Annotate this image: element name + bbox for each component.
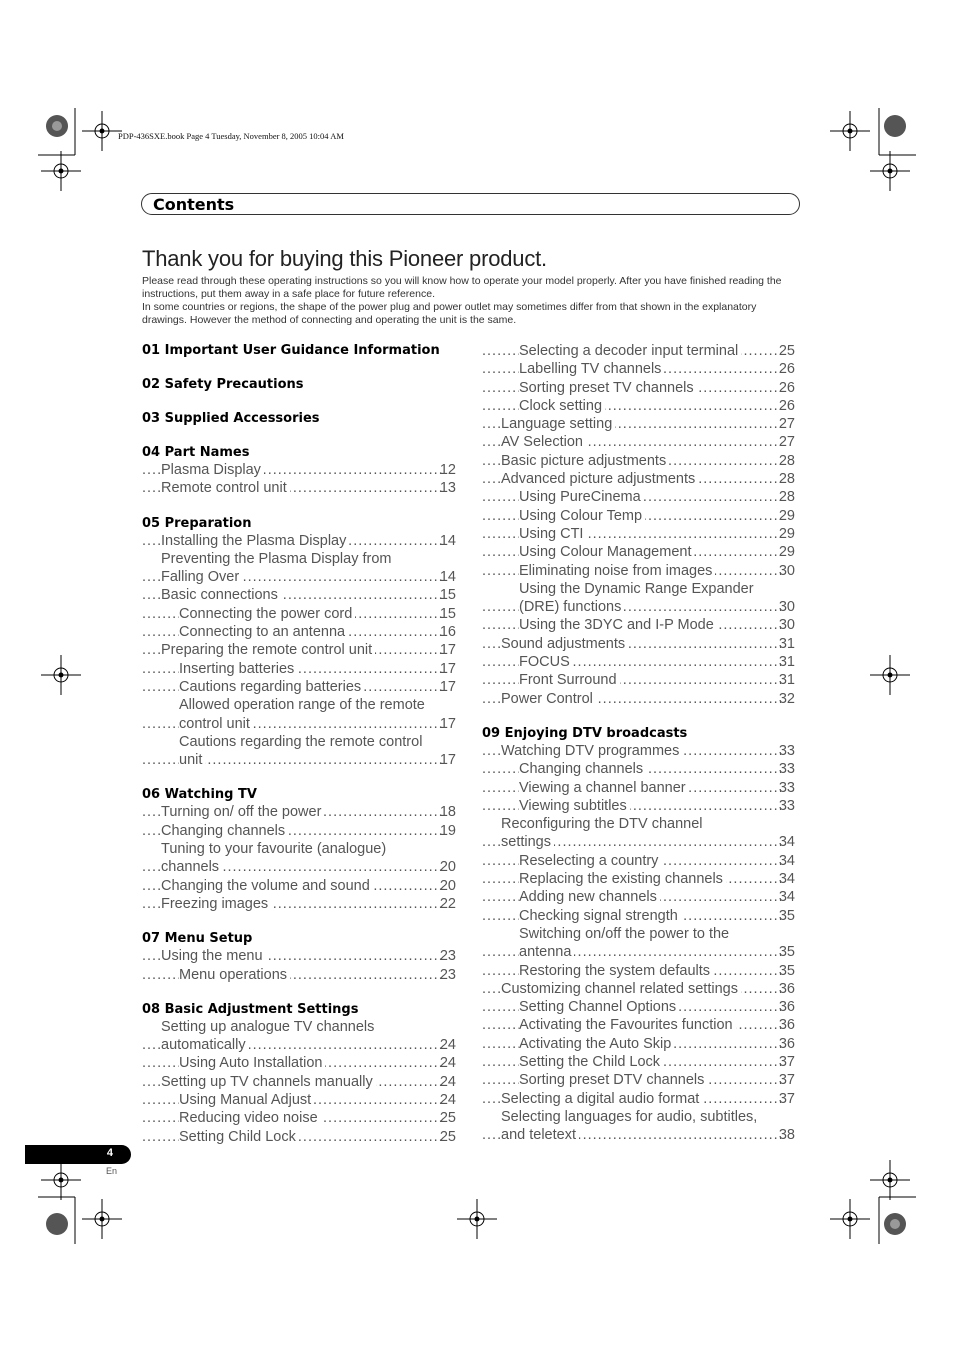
toc-entry-label: Changing the volume and sound xyxy=(161,877,373,895)
toc-entry-page: 26 xyxy=(778,361,795,378)
toc-entry xyxy=(482,616,795,634)
toc-entry-label: Basic picture adjustments xyxy=(501,452,669,470)
toc-entry-label: Allowed operation range of the remote xyxy=(179,696,428,714)
page-title: Thank you for buying this Pioneer product. xyxy=(142,246,547,271)
toc-gap xyxy=(142,769,456,786)
toc-entry xyxy=(482,833,795,851)
toc-section-heading: 08 Basic Adjustment Settings xyxy=(142,1001,359,1017)
toc-entry-label: Using the 3DYC and I-P Mode xyxy=(519,616,717,634)
toc-gap xyxy=(142,359,456,376)
toc-entry-label: Setting the Child Lock xyxy=(519,1053,663,1071)
toc-entry-label: unit xyxy=(179,751,205,769)
toc-entry-label: Using Manual Adjust xyxy=(179,1091,314,1109)
toc-entry-label: Tuning to your favourite (analogue) xyxy=(161,840,389,858)
intro-paragraph-2: In some countries or regions, the shape of the power plug and power outlet may sometimes differ from that shown in the explanatory drawings. However the method of connecting and operating the unit is the same. xyxy=(142,301,757,326)
toc-entry xyxy=(142,840,456,858)
toc-entry xyxy=(142,966,456,984)
toc-entry-label: Switching on/off the power to the xyxy=(519,925,732,943)
toc-entry-label: Replacing the existing channels xyxy=(519,870,726,888)
toc-entry xyxy=(142,586,456,604)
toc-gap xyxy=(142,913,456,930)
toc-left-column xyxy=(142,342,456,1146)
toc-entry xyxy=(142,877,456,895)
toc-entry-label: Customizing channel related settings xyxy=(501,980,741,998)
file-info: PDP-436SXE.book Page 4 Tuesday, November 8, 2005 10:04 AM xyxy=(118,131,344,141)
toc-entry-label: Using the Dynamic Range Expander xyxy=(519,580,757,598)
toc-entry-page: 20 xyxy=(439,859,456,876)
toc-entry xyxy=(482,779,795,797)
toc-entry-label: Freezing images xyxy=(161,895,271,913)
toc-entry xyxy=(142,550,456,568)
intro-text xyxy=(142,275,802,327)
toc-entry-page: 34 xyxy=(778,852,795,869)
toc-entry xyxy=(142,1036,456,1054)
toc-entry xyxy=(482,690,795,708)
toc-entry-page: 23 xyxy=(439,948,456,965)
toc-entry xyxy=(142,947,456,965)
toc-entry xyxy=(142,1091,456,1109)
toc-section-heading: 07 Menu Setup xyxy=(142,931,253,947)
toc-entry xyxy=(482,379,795,397)
toc-entry-page: 33 xyxy=(778,797,795,814)
toc-entry-page: 29 xyxy=(778,525,795,542)
toc-entry-label: Checking signal strength xyxy=(519,907,681,925)
toc-entry xyxy=(482,653,795,671)
toc-entry-label: Setting up analogue TV channels xyxy=(161,1018,377,1036)
toc-entry-label: control unit xyxy=(179,715,253,733)
toc-entry-label: Watching DTV programmes xyxy=(501,742,682,760)
toc-entry-label: Preventing the Plasma Display from xyxy=(161,550,395,568)
toc-entry-label: Eliminating noise from images xyxy=(519,562,715,580)
toc-entry xyxy=(142,895,456,913)
toc-entry-label: Connecting to an antenna xyxy=(179,623,348,641)
toc-entry-label: Falling Over xyxy=(161,568,242,586)
toc-entry-page: 38 xyxy=(778,1127,795,1144)
toc-entry-page: 19 xyxy=(439,822,456,839)
toc-entry-label: Using CTI xyxy=(519,525,586,543)
toc-entry-page: 22 xyxy=(439,895,456,912)
toc-entry-page: 36 xyxy=(778,1017,795,1034)
toc-entry xyxy=(482,1053,795,1071)
toc-entry-label: Labelling TV channels xyxy=(519,360,664,378)
intro-paragraph-1: Please read through these operating instructions so you will know how to operate your model properly. After you have finished reading the instructions, put them away in a safe place for future reference. xyxy=(142,275,782,300)
toc-entry xyxy=(142,1054,456,1072)
toc-entry-label: Activating the Auto Skip xyxy=(519,1035,674,1053)
toc-entry xyxy=(482,1071,795,1089)
toc-section-heading: 09 Enjoying DTV broadcasts xyxy=(482,725,688,741)
toc-entry-label: FOCUS xyxy=(519,653,573,671)
toc-entry-label: Connecting the power cord xyxy=(179,605,355,623)
toc-entry-label: Advanced picture adjustments xyxy=(501,470,698,488)
toc-entry-page: 20 xyxy=(439,877,456,894)
toc-entry-page: 36 xyxy=(778,999,795,1016)
toc-entry xyxy=(482,998,795,1016)
toc-entry xyxy=(482,1035,795,1053)
toc-entry xyxy=(482,943,795,961)
toc-entry-page: 35 xyxy=(778,962,795,979)
toc-entry xyxy=(482,962,795,980)
toc-entry xyxy=(142,1128,456,1146)
toc-entry-page: 37 xyxy=(778,1053,795,1070)
toc-entry-page: 25 xyxy=(439,1128,456,1145)
toc-entry xyxy=(482,888,795,906)
toc-entry-page: 28 xyxy=(778,489,795,506)
page-language: En xyxy=(106,1166,118,1176)
toc-entry-label: Selecting a digital audio format xyxy=(501,1090,702,1108)
toc-section-heading: 06 Watching TV xyxy=(142,787,257,803)
toc-gap xyxy=(142,984,456,1001)
toc-entry xyxy=(142,623,456,641)
toc-entry-page: 34 xyxy=(778,889,795,906)
toc-entry-label: Inserting batteries xyxy=(179,660,297,678)
toc-entry-label: Turning on/ off the power xyxy=(161,803,324,821)
section-header-bar xyxy=(141,193,800,215)
toc-entry-label: Changing channels xyxy=(519,760,646,778)
toc-entry-page: 29 xyxy=(778,507,795,524)
toc-entry-page: 15 xyxy=(439,605,456,622)
toc-entry xyxy=(482,671,795,689)
toc-entry xyxy=(142,461,456,479)
toc-entry-label: Cautions regarding the remote control xyxy=(179,733,425,751)
toc-entry-page: 33 xyxy=(778,742,795,759)
toc-entry-label: antenna xyxy=(519,943,574,961)
toc-entry-label: channels xyxy=(161,858,222,876)
page-number-tab xyxy=(25,1145,131,1164)
toc-entry xyxy=(482,1126,795,1144)
toc-entry xyxy=(482,488,795,506)
toc-entry xyxy=(142,803,456,821)
toc-entry-label: (DRE) functions xyxy=(519,598,624,616)
toc-entry xyxy=(482,525,795,543)
toc-entry-label: Using Auto Installation xyxy=(179,1054,325,1072)
toc-entry-label: Menu operations xyxy=(179,966,290,984)
toc-entry-label: Using the menu xyxy=(161,947,266,965)
toc-entry-page: 29 xyxy=(778,544,795,561)
toc-entry-page: 28 xyxy=(778,471,795,488)
toc-entry-label: settings xyxy=(501,833,554,851)
toc-entry-page: 35 xyxy=(778,944,795,961)
toc-entry xyxy=(482,433,795,451)
toc-entry-page: 24 xyxy=(439,1055,456,1072)
toc-entry xyxy=(482,1108,795,1126)
toc-entry-page: 36 xyxy=(778,1035,795,1052)
toc-entry-page: 24 xyxy=(439,1073,456,1090)
toc-entry xyxy=(482,925,795,943)
toc-entry xyxy=(482,635,795,653)
toc-entry xyxy=(482,598,795,616)
toc-entry-page: 24 xyxy=(439,1037,456,1054)
toc-entry xyxy=(482,543,795,561)
toc-entry-label: AV Selection xyxy=(501,433,586,451)
toc-entry-label: Reselecting a country xyxy=(519,852,661,870)
toc-section-heading: 02 Safety Precautions xyxy=(142,377,304,392)
toc-entry-label: Clock setting xyxy=(519,397,605,415)
toc-entry-label: Language setting xyxy=(501,415,615,433)
toc-entry-label: Using Colour Management xyxy=(519,543,694,561)
toc-gap xyxy=(142,498,456,515)
toc-entry xyxy=(482,562,795,580)
toc-entry-label: Basic connections xyxy=(161,586,281,604)
toc-entry-page: 37 xyxy=(778,1072,795,1089)
toc-entry xyxy=(142,751,456,769)
toc-entry xyxy=(482,580,795,598)
toc-entry xyxy=(482,397,795,415)
toc-entry-page: 31 xyxy=(778,635,795,652)
toc-entry-page: 14 xyxy=(439,569,456,586)
toc-entry xyxy=(482,870,795,888)
toc-entry-label: Restoring the system defaults xyxy=(519,962,713,980)
toc-entry-label: Reducing video noise xyxy=(179,1109,321,1127)
toc-entry-page: 27 xyxy=(778,434,795,451)
toc-entry-page: 24 xyxy=(439,1092,456,1109)
toc-entry xyxy=(142,822,456,840)
toc-entry-label: and teletext xyxy=(501,1126,579,1144)
toc-entry-page: 28 xyxy=(778,452,795,469)
toc-entry-label: Remote control unit xyxy=(161,479,290,497)
toc-entry-page: 13 xyxy=(439,480,456,497)
toc-entry-label: Activating the Favourites function xyxy=(519,1016,736,1034)
toc-entry-label: Setting up TV channels manually xyxy=(161,1073,376,1091)
toc-right-column xyxy=(482,342,795,1144)
toc-entry xyxy=(482,742,795,760)
toc-entry-page: 12 xyxy=(439,462,456,478)
toc-entry-page: 31 xyxy=(778,672,795,689)
toc-entry-page: 34 xyxy=(778,834,795,851)
toc-entry xyxy=(482,452,795,470)
toc-entry-page: 35 xyxy=(778,907,795,924)
toc-entry-label: Sorting preset DTV channels xyxy=(519,1071,707,1089)
toc-entry-page: 36 xyxy=(778,980,795,997)
toc-entry-page: 15 xyxy=(439,587,456,604)
toc-entry xyxy=(142,715,456,733)
toc-entry-page: 27 xyxy=(778,416,795,433)
toc-entry-label: Setting Child Lock xyxy=(179,1128,299,1146)
toc-entry-page: 23 xyxy=(439,966,456,983)
toc-entry-label: Adding new channels xyxy=(519,888,660,906)
toc-entry xyxy=(142,605,456,623)
toc-entry-label: Selecting a decoder input terminal xyxy=(519,342,741,360)
toc-entry-label: Plasma Display xyxy=(161,461,264,479)
toc-entry xyxy=(482,415,795,433)
toc-entry-label: Viewing a channel banner xyxy=(519,779,689,797)
toc-entry-page: 25 xyxy=(439,1110,456,1127)
toc-entry-label: Changing channels xyxy=(161,822,288,840)
toc-entry-label: Viewing subtitles xyxy=(519,797,630,815)
toc-entry-label: Reconfiguring the DTV channel xyxy=(501,815,706,833)
toc-entry-label: Using Colour Temp xyxy=(519,507,645,525)
toc-entry-label: Sound adjustments xyxy=(501,635,628,653)
toc-entry xyxy=(142,568,456,586)
toc-entry-label: automatically xyxy=(161,1036,249,1054)
toc-entry xyxy=(142,1109,456,1127)
toc-entry-page: 26 xyxy=(778,397,795,414)
toc-entry xyxy=(142,479,456,497)
toc-entry xyxy=(142,1018,456,1036)
toc-entry xyxy=(142,532,456,550)
toc-section-heading: 03 Supplied Accessories xyxy=(142,411,320,426)
toc-entry xyxy=(482,1016,795,1034)
section-title: Contents xyxy=(153,195,235,214)
toc-entry xyxy=(142,696,456,714)
toc-entry-label: Selecting languages for audio, subtitles, xyxy=(501,1108,760,1126)
toc-entry-page: 30 xyxy=(778,562,795,579)
toc-gap xyxy=(482,708,795,725)
toc-entry-page: 17 xyxy=(439,642,456,659)
toc-entry xyxy=(482,852,795,870)
toc-entry xyxy=(142,733,456,751)
toc-entry xyxy=(482,980,795,998)
toc-entry-page: 33 xyxy=(778,779,795,796)
toc-entry-page: 17 xyxy=(439,678,456,695)
toc-entry xyxy=(142,858,456,876)
toc-entry-page: 25 xyxy=(778,343,795,359)
toc-entry-label: Sorting preset TV channels xyxy=(519,379,697,397)
toc-entry-page: 37 xyxy=(778,1090,795,1107)
toc-gap xyxy=(142,427,456,444)
toc-entry-page: 34 xyxy=(778,871,795,888)
toc-entry xyxy=(142,660,456,678)
toc-entry-page: 31 xyxy=(778,654,795,671)
toc-entry xyxy=(482,507,795,525)
toc-entry xyxy=(142,1073,456,1091)
toc-entry-page: 32 xyxy=(778,690,795,707)
toc-entry-label: Cautions regarding batteries xyxy=(179,678,364,696)
toc-entry-page: 26 xyxy=(778,379,795,396)
toc-entry-page: 30 xyxy=(778,617,795,634)
toc-entry-page: 17 xyxy=(439,660,456,677)
page-number: 4 xyxy=(106,1147,113,1159)
toc-entry-label: Installing the Plasma Display xyxy=(161,532,349,550)
toc-gap xyxy=(142,393,456,410)
toc-entry-label: Front Surround xyxy=(519,671,620,689)
toc-section-heading: 01 Important User Guidance Information xyxy=(142,343,440,358)
toc-entry-page: 14 xyxy=(439,532,456,549)
toc-entry xyxy=(142,678,456,696)
toc-entry xyxy=(482,815,795,833)
toc-entry-label: Power Control xyxy=(501,690,596,708)
toc-entry-label: Preparing the remote control unit xyxy=(161,641,375,659)
toc-entry-page: 18 xyxy=(439,804,456,821)
toc-entry xyxy=(482,1090,795,1108)
toc-entry xyxy=(482,470,795,488)
toc-section-heading: 04 Part Names xyxy=(142,445,250,460)
toc-entry-page: 30 xyxy=(778,599,795,616)
toc-section-heading: 05 Preparation xyxy=(142,515,252,531)
toc-entry-label: Setting Channel Options xyxy=(519,998,679,1016)
toc-entry xyxy=(482,342,795,360)
toc-entry-page: 17 xyxy=(439,752,456,769)
toc-entry-page: 33 xyxy=(778,761,795,778)
toc-entry-page: 16 xyxy=(439,624,456,641)
toc-entry-label: Using PureCinema xyxy=(519,488,644,506)
toc-entry xyxy=(482,360,795,378)
toc-entry-page: 17 xyxy=(439,715,456,732)
toc-entry xyxy=(142,641,456,659)
toc-entry xyxy=(482,797,795,815)
toc-entry xyxy=(482,907,795,925)
toc-entry xyxy=(482,760,795,778)
